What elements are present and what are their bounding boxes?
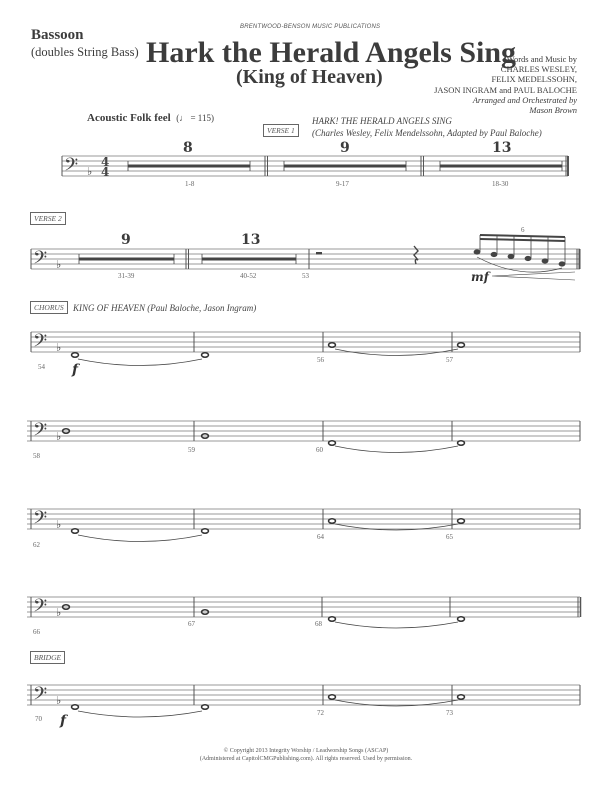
credits-line: CHARLES WESLEY, [500,64,577,75]
copyright-line: © Copyright 2013 Integrity Worship / Leadworship Songs (ASCAP) [223,748,389,754]
publisher: BRENTWOOD-BENSON MUSIC PUBLICATIONS [240,24,381,30]
credits-line: FELIX MEDELSSOHN, [491,74,577,85]
bar-number: 62 [33,541,40,549]
staff-system-4 [27,421,580,441]
instrument-note: (doubles String Bass) [31,45,139,59]
bar-number: 66 [33,628,40,636]
bar-number: 73 [446,709,453,717]
bar-number: 65 [446,533,453,541]
measure-range: 31-39 [118,272,135,280]
copyright-notice [0,747,612,763]
rest-count: 9 [340,140,350,156]
time-signature-top: 4 [101,155,110,169]
bass-clef-icon: 𝄢 [33,420,48,445]
rest-count: 9 [121,232,131,248]
credits-line: JASON INGRAM and PAUL BALOCHE [434,84,577,95]
dynamic-mf: mf [471,270,489,284]
rest-count: 13 [241,232,261,248]
staff-system-6 [27,597,580,617]
song-title: Hark the Herald Angels Sing [146,36,517,69]
bar-number: 53 [302,272,309,280]
measure-range: 40-52 [240,272,257,280]
staff-system-3 [31,332,580,352]
arranger-label: Arranged and Orchestrated by [472,94,577,105]
verse1-authors: (Charles Wesley, Felix Mendelssohn, Adapted by Paul Baloche) [312,128,542,138]
flat-icon: ♭ [56,518,62,531]
measure-range: 9-17 [336,180,349,188]
measure-range: 18-30 [492,180,509,188]
bass-clef-icon: 𝄢 [64,155,79,180]
arranger-name: Mason Brown [529,105,577,116]
bass-clef-icon: 𝄢 [33,684,48,709]
bar-number: 54 [38,363,45,371]
copyright-line: (Administered at CapitolCMGPublishing.com). All rights reserved. Used by permission. [199,756,413,762]
bar-number: 57 [446,356,453,364]
bass-clef-icon: 𝄢 [33,248,48,273]
flat-icon: ♭ [87,165,93,178]
bar-number: 56 [317,356,324,364]
chorus-song-title: KING OF HEAVEN (Paul Baloche, Jason Ingram) [73,303,257,313]
dynamic-f: f [72,362,79,378]
bass-clef-icon: 𝄢 [33,596,48,621]
flat-icon: ♭ [56,258,62,271]
rest-count: 8 [183,140,193,156]
flat-icon: ♭ [56,341,62,354]
flat-icon: ♭ [56,606,62,619]
song-subtitle: (King of Heaven) [236,66,383,88]
bar-number: 60 [316,446,323,454]
measure-range: 1-8 [185,180,195,188]
bar-number: 70 [35,715,42,723]
staff-system-5 [27,509,580,529]
tuplet-number: 6 [521,226,525,234]
bass-clef-icon: 𝄢 [33,331,48,356]
credits-line: Words and Music by [506,54,577,64]
rehearsal-chorus: CHORUS [30,301,68,314]
verse1-song-title: HARK! THE HERALD ANGELS SING [312,116,452,126]
bar-number: 72 [317,709,324,717]
staff-system-7 [27,685,580,705]
instrument-name: Bassoon [31,27,84,43]
time-signature-bottom: 4 [101,165,110,179]
flat-icon: ♭ [56,694,62,707]
metronome-mark: (♩ = 115) [176,113,214,123]
bass-clef-icon: 𝄢 [33,508,48,533]
tempo-style: Acoustic Folk feel [87,112,171,124]
bar-number: 64 [317,533,324,541]
rehearsal-bridge: BRIDGE [30,651,65,664]
dynamic-f: f [60,713,67,729]
rest-count: 13 [492,140,512,156]
rehearsal-verse-2: VERSE 2 [30,212,66,225]
flat-icon: ♭ [56,430,62,443]
bar-number: 59 [188,446,195,454]
bar-number: 58 [33,452,40,460]
bar-number: 68 [315,620,322,628]
rehearsal-verse-1: VERSE 1 [263,124,299,137]
bar-number: 67 [188,620,195,628]
